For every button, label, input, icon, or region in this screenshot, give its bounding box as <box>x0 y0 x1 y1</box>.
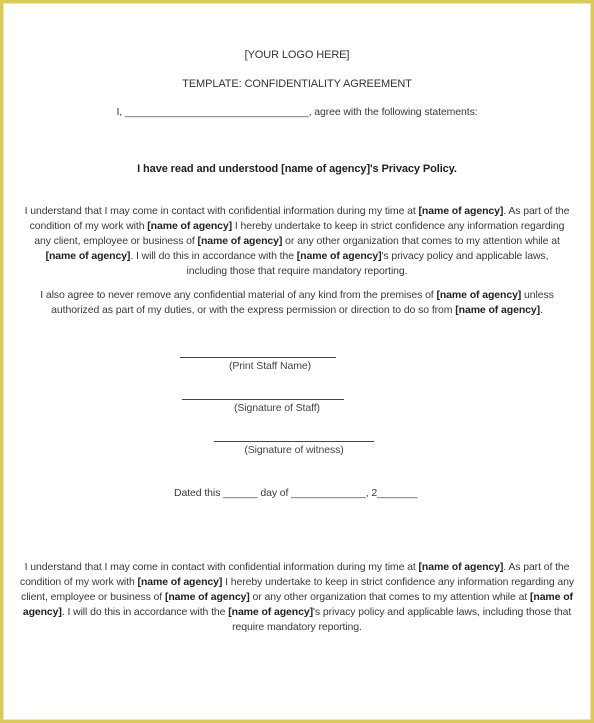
agency-name-placeholder: [name of agency] <box>197 235 283 247</box>
agency-name-placeholder: [name of agency] <box>147 220 233 232</box>
agency-name-placeholder: [name of agency] <box>228 606 313 618</box>
logo-placeholder: [YOUR LOGO HERE] <box>244 49 350 61</box>
agency-name-placeholder: [name of agency] <box>455 304 541 316</box>
witness-signature-caption: (Signature of witness) <box>244 444 344 456</box>
paragraph-text: . <box>540 304 543 316</box>
agency-name-placeholder: [name of agency] <box>164 591 250 603</box>
paragraph-text: I understand that I may come in contact with confidential information during my time at <box>24 205 419 217</box>
staff-signature-caption: (Signature of Staff) <box>234 402 320 414</box>
agency-name-placeholder: [name of agency] <box>296 250 382 262</box>
witness-signature-line <box>214 441 374 442</box>
privacy-statement: I have read and understood [name of agency]'s Privacy Policy. <box>137 163 457 175</box>
paragraph-text: 's privacy policy and applicable laws, including those that require mandatory reporting. <box>186 250 549 277</box>
paragraph-text: . As part of the condition of my work with <box>29 205 570 232</box>
intro-line <box>14 105 580 120</box>
intro-name-blank: ________________________________ <box>124 106 309 118</box>
paragraph-text: or any other organization that comes to my attention while at <box>282 235 560 247</box>
paragraph-text: I also agree to never remove any confidential material of any kind from the premises of <box>40 289 437 301</box>
intro-suffix: , agree with the following statements: <box>308 106 478 118</box>
document-title: TEMPLATE: CONFIDENTIALITY AGREEMENT <box>182 78 412 90</box>
paragraph-materials <box>34 288 560 318</box>
agency-name-placeholder: [name of agency] <box>45 250 131 262</box>
paragraph-text: I hereby undertake to keep in strict confidence any information regarding any client, employee or business of <box>34 220 565 247</box>
agency-name-placeholder: [name of agency] <box>418 561 504 573</box>
paragraph-text: I understand that I may come in contact with confidential information during my time at <box>24 561 419 573</box>
agency-name-placeholder: [name of agency] <box>137 576 223 588</box>
paragraph-text: or any other organization that comes to my attention while at <box>249 591 530 603</box>
paragraph-text: I hereby undertake to keep in strict confidence any information regarding any client, employee or business of <box>21 576 575 603</box>
dated-line: Dated this ______ day of _____________, 2_______ <box>174 487 418 499</box>
paragraph-text: . I will do this in accordance with the <box>61 606 229 618</box>
paragraph-text: . As part of the condition of my work with <box>19 561 570 588</box>
print-name-caption: (Print Staff Name) <box>228 360 312 372</box>
agency-name-placeholder: [name of agency] <box>22 591 573 618</box>
print-name-line <box>180 357 336 358</box>
paragraph-confidentiality <box>24 204 570 279</box>
agency-name-placeholder: [name of agency] <box>436 289 522 301</box>
agency-name-placeholder: [name of agency] <box>418 205 504 217</box>
paragraph-text: unless authorized as part of my duties, or with the express permission or direction to do so from <box>51 289 554 316</box>
paragraph-confidentiality-repeat <box>16 560 578 635</box>
paragraph-text: 's privacy policy and applicable laws, including those that require mandatory reporting. <box>232 606 572 633</box>
intro-prefix: I, <box>116 106 125 118</box>
paragraph-text: . I will do this in accordance with the <box>130 250 297 262</box>
staff-signature-line <box>182 399 344 400</box>
